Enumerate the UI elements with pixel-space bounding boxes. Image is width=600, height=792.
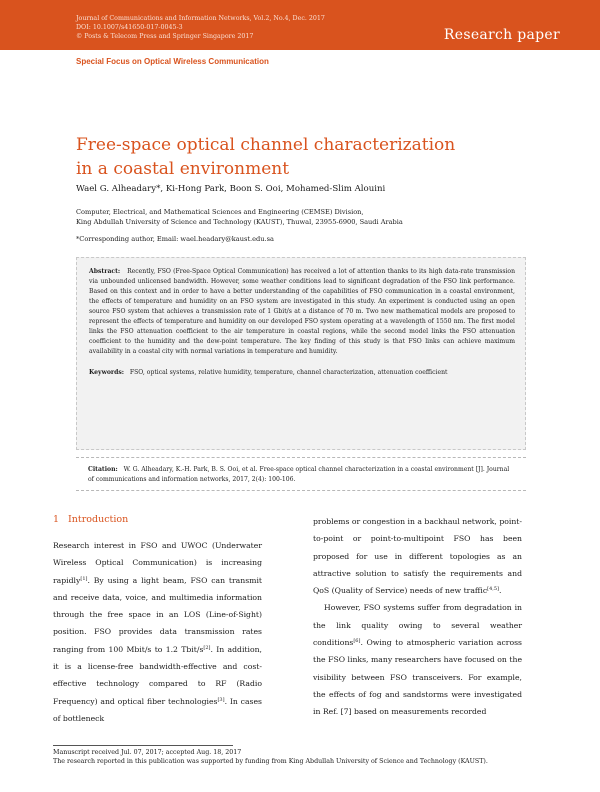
citation-label: Citation: (88, 466, 118, 473)
affiliation-line-2: King Abdullah University of Science and Technology (KAUST), Thuwal, 23955-6900, Saudi Arabia (76, 218, 403, 226)
doi-line[interactable]: DOI: 10.1007/s41650-017-0045-3 (76, 24, 183, 31)
affiliation-line-1: Computer, Electrical, and Mathematical Sciences and Engineering (CEMSE) Division, (76, 208, 364, 216)
left-column (53, 537, 262, 727)
footnote-received: Manuscript received Jul. 07, 2017; accepted Aug. 18, 2017 (53, 749, 242, 756)
paper-title (76, 133, 516, 181)
copyright-line: © Posts & Telecom Press and Springer Singapore 2017 (76, 33, 254, 40)
intro-paragraph-1-cont: problems or congestion in a backhaul network, point-to-point or point-to-multipoint FSO has been proposed for use in different topologies as an attractive solution to satisfy the requirements and QoS (Quality of Service) needs of new traffic[4,5]. (313, 517, 522, 596)
citation-ref-4-5[interactable]: [4,5] (487, 586, 500, 593)
abstract (89, 267, 515, 357)
author-list: Wael G. Alheadary*, Ki-Hong Park, Boon S. Ooi, Mohamed-Slim Alouini (76, 184, 386, 194)
citation-ref-6[interactable]: [6] (353, 638, 361, 645)
footnote-divider (53, 745, 233, 746)
abstract-text: Recently, FSO (Free-Space Optical Communication) has received a lot of attention thanks to its high data-rate transmission via unbounded unlicensed bandwidth. However, some weather conditions lead to significant degradation of the FSO link performance. Based on this context and in order to have a better understanding of the capabilities of FSO communication in a coastal environment, the effects of temperature and humidity on an FSO system are investigated in this study. An experiment is conducted using an open source FSO system that achieves a transmission rate of 1 Gbit/s at a distance of 70 m. Two new mathematical models are proposed to represent the effects of temperature and humidity on our developed FSO system operating at a wavelength of 1550 nm. The first model links the FSO attenuation coefficient to the air temperature in coastal regions, while the second model links the FSO attenuation coefficient to the humidity and the dew-point temperature. The key finding of this study is that FSO links can achieve maximum availability in a coastal city with normal variations in temperature and humidity. (89, 268, 515, 355)
citation-ref-3[interactable]: [3] (217, 696, 225, 703)
abstract-box (76, 257, 526, 450)
keywords-text: FSO, optical systems, relative humidity, temperature, channel characterization, attenuation coefficient (129, 369, 448, 376)
intro-paragraph-2: However, FSO systems suffer from degradation in the link quality owing to several weather conditions[6]. Owing to atmospheric variation across the FSO links, many researchers have focused on the visibility between FSO transceivers. For example, the effects of fog and sandstorms were investigated in Ref. [7] based on measurements recorded (313, 603, 522, 717)
journal-line: Journal of Communications and Information Networks, Vol.2, No.4, Dec. 2017 (76, 15, 325, 22)
footnote-funding: The research reported in this publication was supported by funding from King Abdullah University of Science and Technology (KAUST). (53, 758, 488, 765)
section-heading-introduction (53, 514, 128, 525)
citation-text: W. G. Alheadary, K.-H. Park, B. S. Ooi, et al. Free-space optical channel characterization in a coastal environment [J]. Journal of communications and information networks, 2017, 2(4): 100-106. (88, 466, 510, 483)
journal-meta (76, 14, 325, 41)
title-line-2: in a coastal environment (76, 159, 290, 179)
intro-paragraph-1: Research interest in FSO and UWOC (Underwater Wireless Optical Communication) is increasing rapidly[1]. By using a light beam, FSO can transmit and receive data, voice, and multimedia information through the free space in an LOS (Line-of-Sight) position. FSO provides data transmission rates ranging from 100 Mbit/s to 1.2 Tbit/s[2]. In addition, it is a license-free bandwidth-effective and cost-effective technology compared to RF (Radio Frequency) and optical fiber technologies[3]. In cases of bottleneck (53, 541, 262, 723)
keywords-label: Keywords: (89, 369, 125, 376)
paper-type-label: Research paper (443, 27, 560, 43)
footnotes (53, 748, 523, 766)
right-column (313, 513, 522, 721)
citation-ref-2[interactable]: [2] (203, 644, 211, 651)
corresponding-author: *Corresponding author, Email: wael.headary@kaust.edu.sa (76, 235, 274, 243)
abstract-label: Abstract: (89, 268, 121, 275)
section-title: Introduction (68, 514, 129, 525)
special-focus-label: Special Focus on Optical Wireless Communication (76, 57, 269, 66)
citation-ref-1[interactable]: [1] (80, 575, 88, 582)
title-line-1: Free-space optical channel characterization (76, 135, 456, 155)
citation-box (76, 457, 526, 491)
affiliation (76, 207, 526, 227)
section-number: 1 (53, 514, 60, 525)
keywords (89, 368, 515, 377)
